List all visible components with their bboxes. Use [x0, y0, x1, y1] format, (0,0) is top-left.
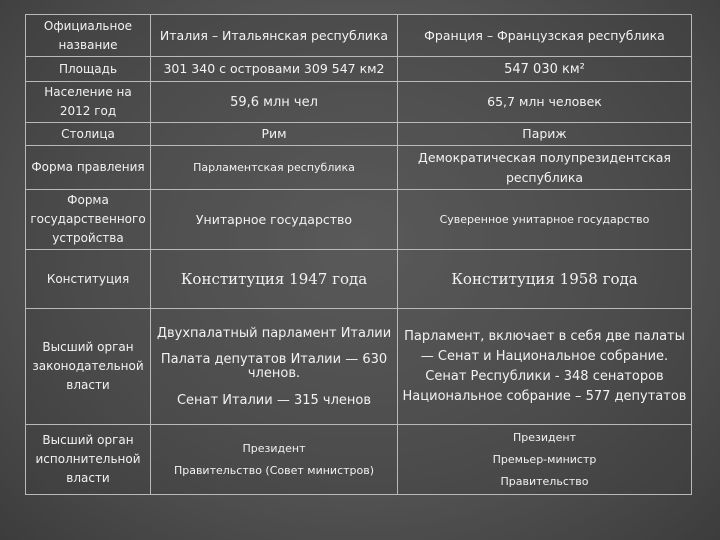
table-row-official-name — [26, 15, 692, 57]
table-row-legislature — [26, 309, 692, 425]
row-label: Столица — [26, 123, 151, 146]
row-label: Высший орган исполнительной власти — [26, 425, 151, 495]
italy-legislature-line: Двухпалатный парламент Италии — [156, 325, 392, 341]
row-label: Официальное название — [26, 15, 151, 57]
france-executive-line: Президент — [513, 430, 576, 444]
france-legislature-line: Сенат Республики - 348 сенаторов — [425, 368, 664, 384]
row-label: Конституция — [26, 250, 151, 309]
italy-legislature-line: Сенат Италии — 315 членов — [176, 392, 372, 408]
italy-cell: Италия – Итальянская республика — [151, 15, 398, 57]
france-cell: 547 030 км² — [398, 57, 692, 82]
france-cell — [398, 309, 692, 425]
france-legislature-line: Национальное собрание – 577 депутатов — [402, 388, 687, 404]
italy-cell: Парламентская республика — [151, 146, 398, 190]
italy-cell: Конституция 1947 года — [151, 250, 398, 309]
italy-cell: 59,6 млн чел — [151, 82, 398, 123]
france-cell: Франция – Французская республика — [398, 15, 692, 57]
table-row-capital — [26, 123, 692, 146]
row-label: Форма государственного устройства — [26, 190, 151, 250]
table-row-constitution — [26, 250, 692, 309]
table-row-population — [26, 82, 692, 123]
row-label: Население на 2012 год — [26, 82, 151, 123]
france-cell: 65,7 млн человек — [398, 82, 692, 123]
france-legislature-line: Парламент, включает в себя две палаты — Сенат и Национальное собрание. — [404, 328, 685, 364]
france-cell: Демократическая полупрезидентская республика — [398, 146, 692, 190]
italy-legislature-line: Палата депутатов Италии — 630 членов. — [160, 351, 388, 381]
italy-executive-line: Правительство (Совет министров) — [173, 463, 375, 477]
table-row-area — [26, 57, 692, 82]
table-row-executive — [26, 425, 692, 495]
france-cell: Суверенное унитарное государство — [398, 190, 692, 250]
row-label: Площадь — [26, 57, 151, 82]
row-label: Высший орган законодательной власти — [26, 309, 151, 425]
italy-cell: 301 340 с островами 309 547 км2 — [151, 57, 398, 82]
italy-cell: Рим — [151, 123, 398, 146]
italy-cell: Унитарное государство — [151, 190, 398, 250]
table-row-state-structure — [26, 190, 692, 250]
france-cell — [398, 425, 692, 495]
france-cell: Париж — [398, 123, 692, 146]
row-label: Форма правления — [26, 146, 151, 190]
italy-cell — [151, 425, 398, 495]
table-row-government-form — [26, 146, 692, 190]
france-cell: Конституция 1958 года — [398, 250, 692, 309]
france-executive-line: Правительство — [500, 474, 589, 488]
italy-executive-line: Президент — [242, 441, 306, 455]
italy-cell — [151, 309, 398, 425]
comparison-table — [25, 14, 692, 495]
france-executive-line: Премьер-министр — [492, 452, 597, 466]
